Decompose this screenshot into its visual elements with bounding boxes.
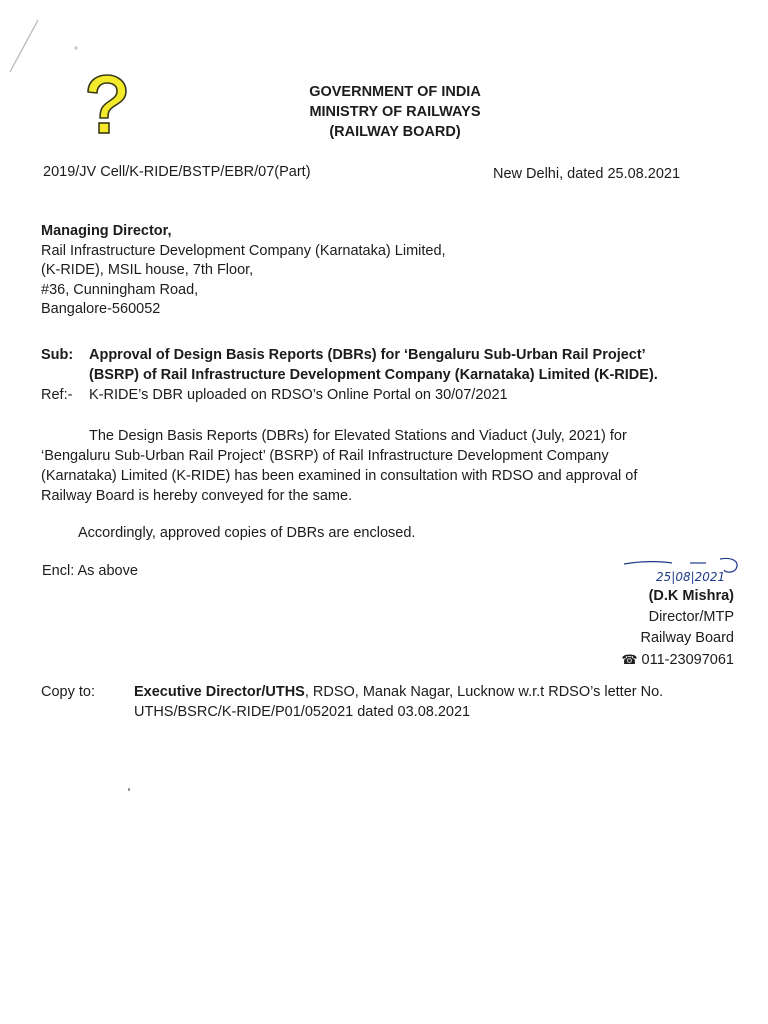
- copy-to-line-2: UTHS/BSRC/K-RIDE/P01/052021 dated 03.08.2021: [134, 704, 471, 720]
- question-mark-logo-icon: [78, 72, 134, 138]
- reference-number: 2019/JV Cell/K-RIDE/BSTP/EBR/07(Part): [43, 164, 311, 180]
- reference-text: K-RIDE’s DBR uploaded on RDSO’s Online Portal on 30/07/2021: [89, 387, 508, 403]
- body-line: The Design Basis Reports (DBRs) for Elevated Stations and Viaduct (July, 2021) for: [89, 428, 627, 444]
- copy-to-recipient: Executive Director/UTHS: [134, 684, 305, 700]
- subject-block: [41, 345, 741, 405]
- subject-line-2: (BSRP) of Rail Infrastructure Development Company (Karnataka) Limited (K-RIDE).: [89, 367, 658, 383]
- signatory-name: (D.K Mishra): [648, 588, 734, 604]
- addressee-block: [41, 222, 446, 320]
- letterhead-line-board: (RAILWAY BOARD): [329, 124, 461, 140]
- telephone-icon: ☎: [621, 652, 638, 667]
- signatory-designation: Director/MTP: [648, 609, 734, 625]
- enclosure-note: Encl: As above: [42, 563, 138, 579]
- body-paragraph: [41, 426, 736, 506]
- addressee-line: Bangalore-560052: [41, 301, 161, 317]
- body-line: Railway Board is hereby conveyed for the same.: [41, 488, 353, 504]
- subject-line-1: Approval of Design Basis Reports (DBRs) for ‘Bengaluru Sub-Urban Rail Project’: [89, 347, 646, 363]
- copy-to-line-1: , RDSO, Manak Nagar, Lucknow w.r.t RDSO’s letter No.: [304, 684, 664, 700]
- letterhead-line-ministry: MINISTRY OF RAILWAYS: [309, 104, 481, 120]
- signatory-phone: 011-23097061: [641, 652, 734, 668]
- body-paragraph-2: Accordingly, approved copies of DBRs are enclosed.: [78, 525, 416, 541]
- addressee-line: (K-RIDE), MSIL house, 7th Floor,: [41, 262, 254, 278]
- body-line: ‘Bengaluru Sub-Urban Rail Project’ (BSRP) of Rail Infrastructure Development Company: [41, 448, 609, 464]
- addressee-title: Managing Director,: [41, 223, 172, 239]
- scan-speck: [128, 788, 130, 791]
- scan-mark-decoration: [0, 0, 90, 90]
- addressee-line: #36, Cunningham Road,: [41, 281, 199, 298]
- body-line: (Karnataka) Limited (K-RIDE) has been examined in consultation with RDSO and approval of: [41, 468, 638, 484]
- handwritten-date: 25|08|2021: [656, 570, 726, 584]
- signatory-phone-row: [621, 649, 734, 671]
- place-date: New Delhi, dated 25.08.2021: [493, 166, 681, 182]
- signatory-office: Railway Board: [640, 630, 734, 646]
- letterhead: [240, 82, 550, 142]
- subject-label: Sub:: [41, 347, 74, 363]
- copy-to-label: Copy to:: [41, 684, 95, 700]
- signature-block: [621, 586, 734, 671]
- reference-label: Ref:-: [41, 387, 73, 403]
- letterhead-line-government: GOVERNMENT OF INDIA: [309, 84, 481, 100]
- addressee-line: Rail Infrastructure Development Company (Karnataka) Limited,: [41, 242, 446, 259]
